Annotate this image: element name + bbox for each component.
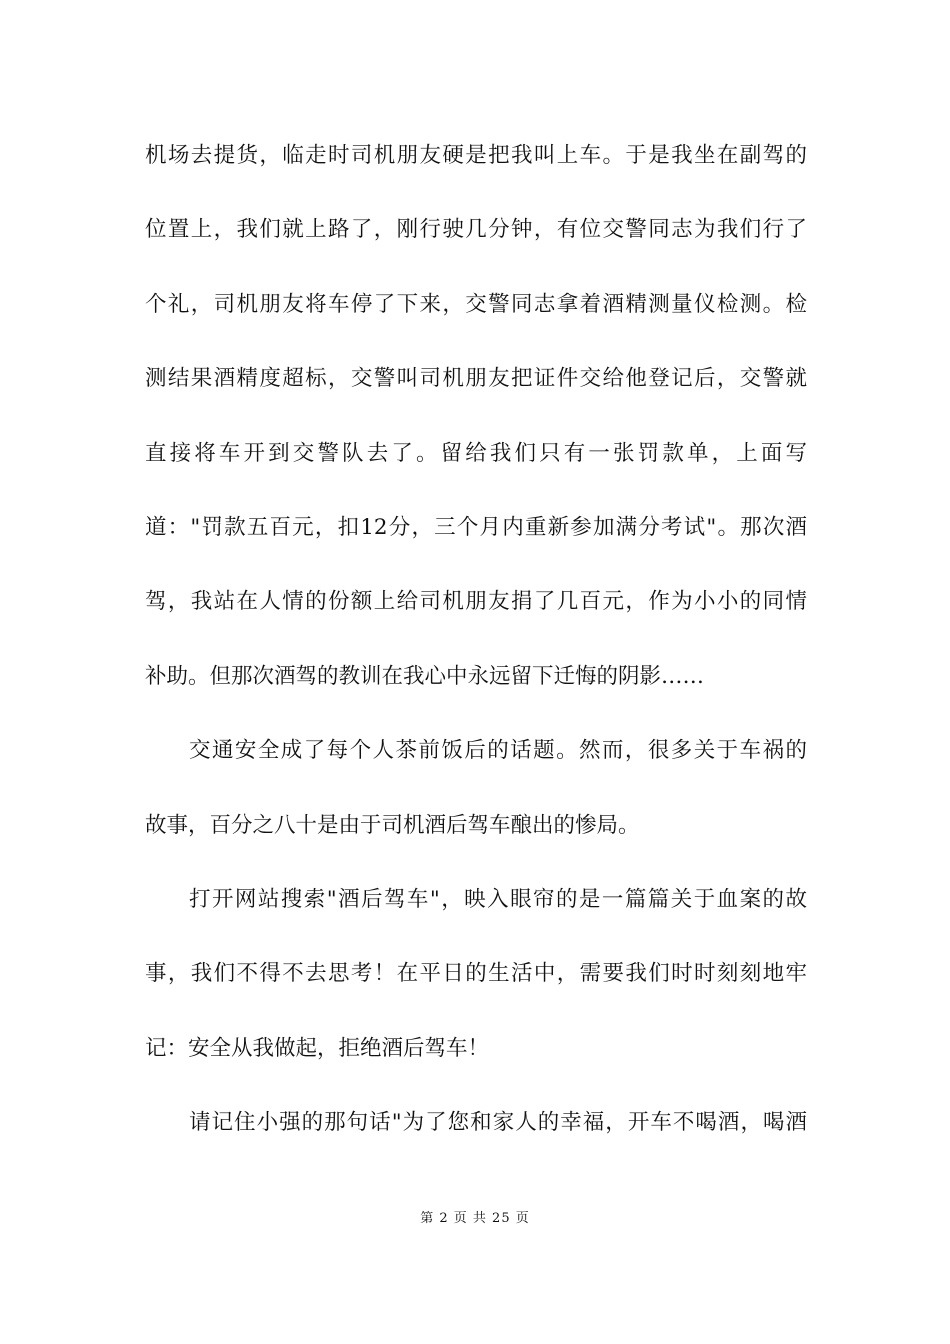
text-line: 道："罚款五百元，扣12分，三个月内重新参加满分考试"。那次酒 xyxy=(145,514,807,540)
text-line: 机场去提货，临走时司机朋友硬是把我叫上车。于是我坐在副驾的 xyxy=(145,143,807,168)
text-line: 补助。但那次酒驾的教训在我心中永远留下迁悔的阴影…… xyxy=(145,663,705,689)
text-line: 驾，我站在人情的份额上给司机朋友捐了几百元，作为小小的同情 xyxy=(145,589,807,615)
text-line: 位置上，我们就上路了，刚行驶几分钟，有位交警同志为我们行了 xyxy=(145,217,807,243)
paragraph-start-line: 打开网站搜索"酒后驾车"，映入眼帘的是一篇篇关于血案的故 xyxy=(189,886,807,912)
body-text xyxy=(145,131,807,1172)
text-line: 记：安全从我做起，拒绝酒后驾车！ xyxy=(145,1035,490,1061)
text-line: 直接将车开到交警队去了。留给我们只有一张罚款单，上面写 xyxy=(145,440,807,466)
page-footer: 第 2 页 共 25 页 xyxy=(420,1211,530,1226)
text-line: 个礼，司机朋友将车停了下来，交警同志拿着酒精测量仪检测。检 xyxy=(145,291,807,317)
paragraph-start-line: 请记住小强的那句话"为了您和家人的幸福，开车不喝酒，喝酒 xyxy=(189,1110,807,1136)
text-line: 测结果酒精度超标，交警叫司机朋友把证件交给他登记后，交警就 xyxy=(145,366,807,392)
paragraph-start-line: 交通安全成了每个人茶前饭后的话题。然而，很多关于车祸的 xyxy=(189,738,807,764)
text-line: 故事，百分之八十是由于司机酒后驾车酿出的惨局。 xyxy=(145,812,640,838)
text-line: 事，我们不得不去思考！在平日的生活中，需要我们时时刻刻地牢 xyxy=(145,961,807,987)
